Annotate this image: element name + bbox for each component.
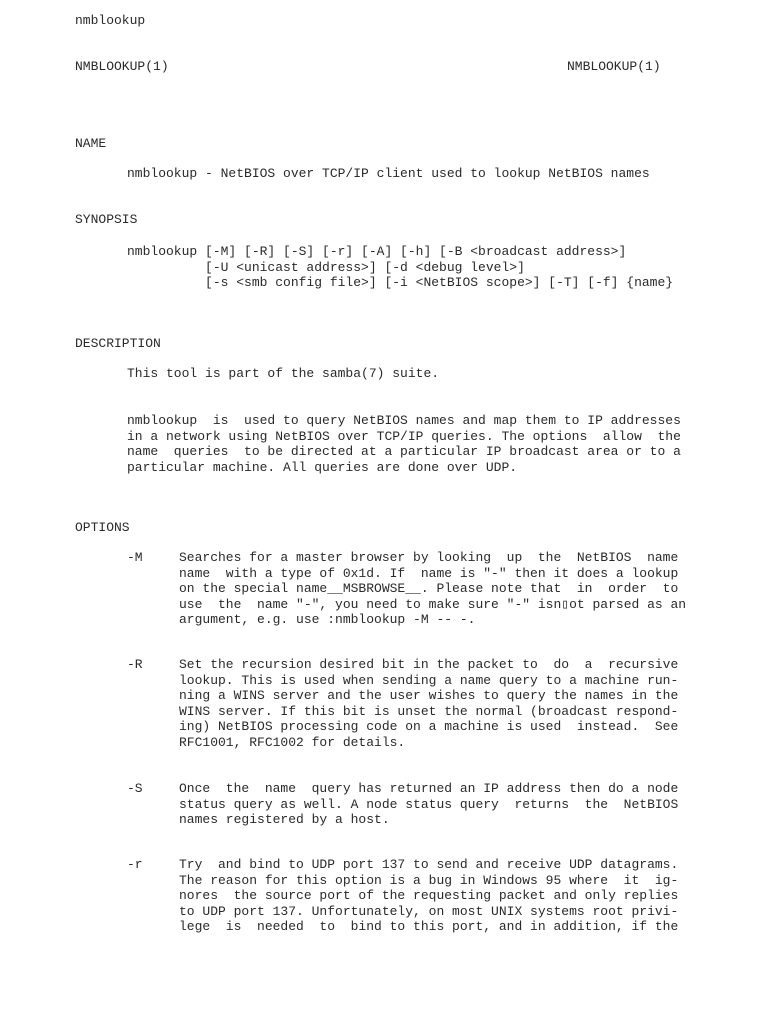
option-flag: -S [127,781,143,796]
option-desc-line: Set the recursion desired bit in the packet to do a recursive [179,657,679,672]
section-heading-description: DESCRIPTION [75,336,161,351]
section-heading-synopsis: SYNOPSIS [75,212,138,227]
option-desc-line: ning a WINS server and the user wishes to query the names in the [179,688,679,703]
option-desc-line: Try and bind to UDP port 137 to send and receive UDP datagrams. [179,857,679,872]
section-heading-options: OPTIONS [75,520,130,535]
name-text: nmblookup - NetBIOS over TCP/IP client used to lookup NetBIOS names [127,166,650,181]
option-desc-line: Once the name query has returned an IP address then do a node [179,781,679,796]
description-para1: This tool is part of the samba(7) suite. [127,366,440,381]
option-desc-line: Searches for a master browser by looking up the NetBIOS name [179,550,679,565]
option-desc-line: lege is needed to bind to this port, and in addition, if the [179,919,679,934]
option-flag: -M [127,550,143,565]
option-desc-line: The reason for this option is a bug in Windows 95 where it ig- [179,872,679,888]
synopsis-line: [-s <smb config file>] [-i <NetBIOS scope>] [-T] [-f] {name} [127,275,674,290]
option-desc-line: RFC1001, RFC1002 for details. [179,734,406,750]
option-desc-line: to UDP port 137. Unfortunately, on most UNIX systems root privi- [179,903,679,919]
synopsis-line: nmblookup [-M] [-R] [-S] [-r] [-A] [-h] [-B <broadcast address>] [127,244,627,259]
option-desc-line: name with a type of 0x1d. If name is "-" then it does a lookup [179,565,679,581]
option-desc-line: nores the source port of the requesting packet and only replies [179,888,679,903]
description-para2-line: in a network using NetBIOS over TCP/IP queries. The options allow the [127,428,681,444]
option-desc-line: ing) NetBIOS processing code on a machine is used instead. See [179,719,679,734]
header-right: NMBLOOKUP(1) [567,59,661,74]
section-heading-name: NAME [75,136,107,151]
option-desc-line: on the special name__MSBROWSE__. Please note that in order to [179,581,679,596]
option-desc-line: argument, e.g. use :nmblookup -M -- -. [179,612,476,627]
doc-title: nmblookup [75,13,146,28]
synopsis-line: [-U <unicast address>] [-d <debug level>] [127,259,525,275]
option-desc-line: WINS server. If this bit is unset the normal (broadcast respond- [179,703,679,719]
option-flag: -r [127,857,143,872]
option-desc-line: use the name "-", you need to make sure "-" isn▯ot parsed as an [179,596,687,612]
header-left: NMBLOOKUP(1) [75,59,169,74]
description-para2-line: particular machine. All queries are done over UDP. [127,459,518,475]
description-para2-line: name queries to be directed at a particular IP broadcast area or to a [127,444,681,459]
option-flag: -R [127,657,143,672]
option-desc-line: names registered by a host. [179,812,390,827]
description-para2-line: nmblookup is used to query NetBIOS names and map them to IP addresses [127,413,681,428]
option-desc-line: lookup. This is used when sending a name query to a machine run- [179,672,679,688]
option-desc-line: status query as well. A node status query returns the NetBIOS [179,796,679,812]
